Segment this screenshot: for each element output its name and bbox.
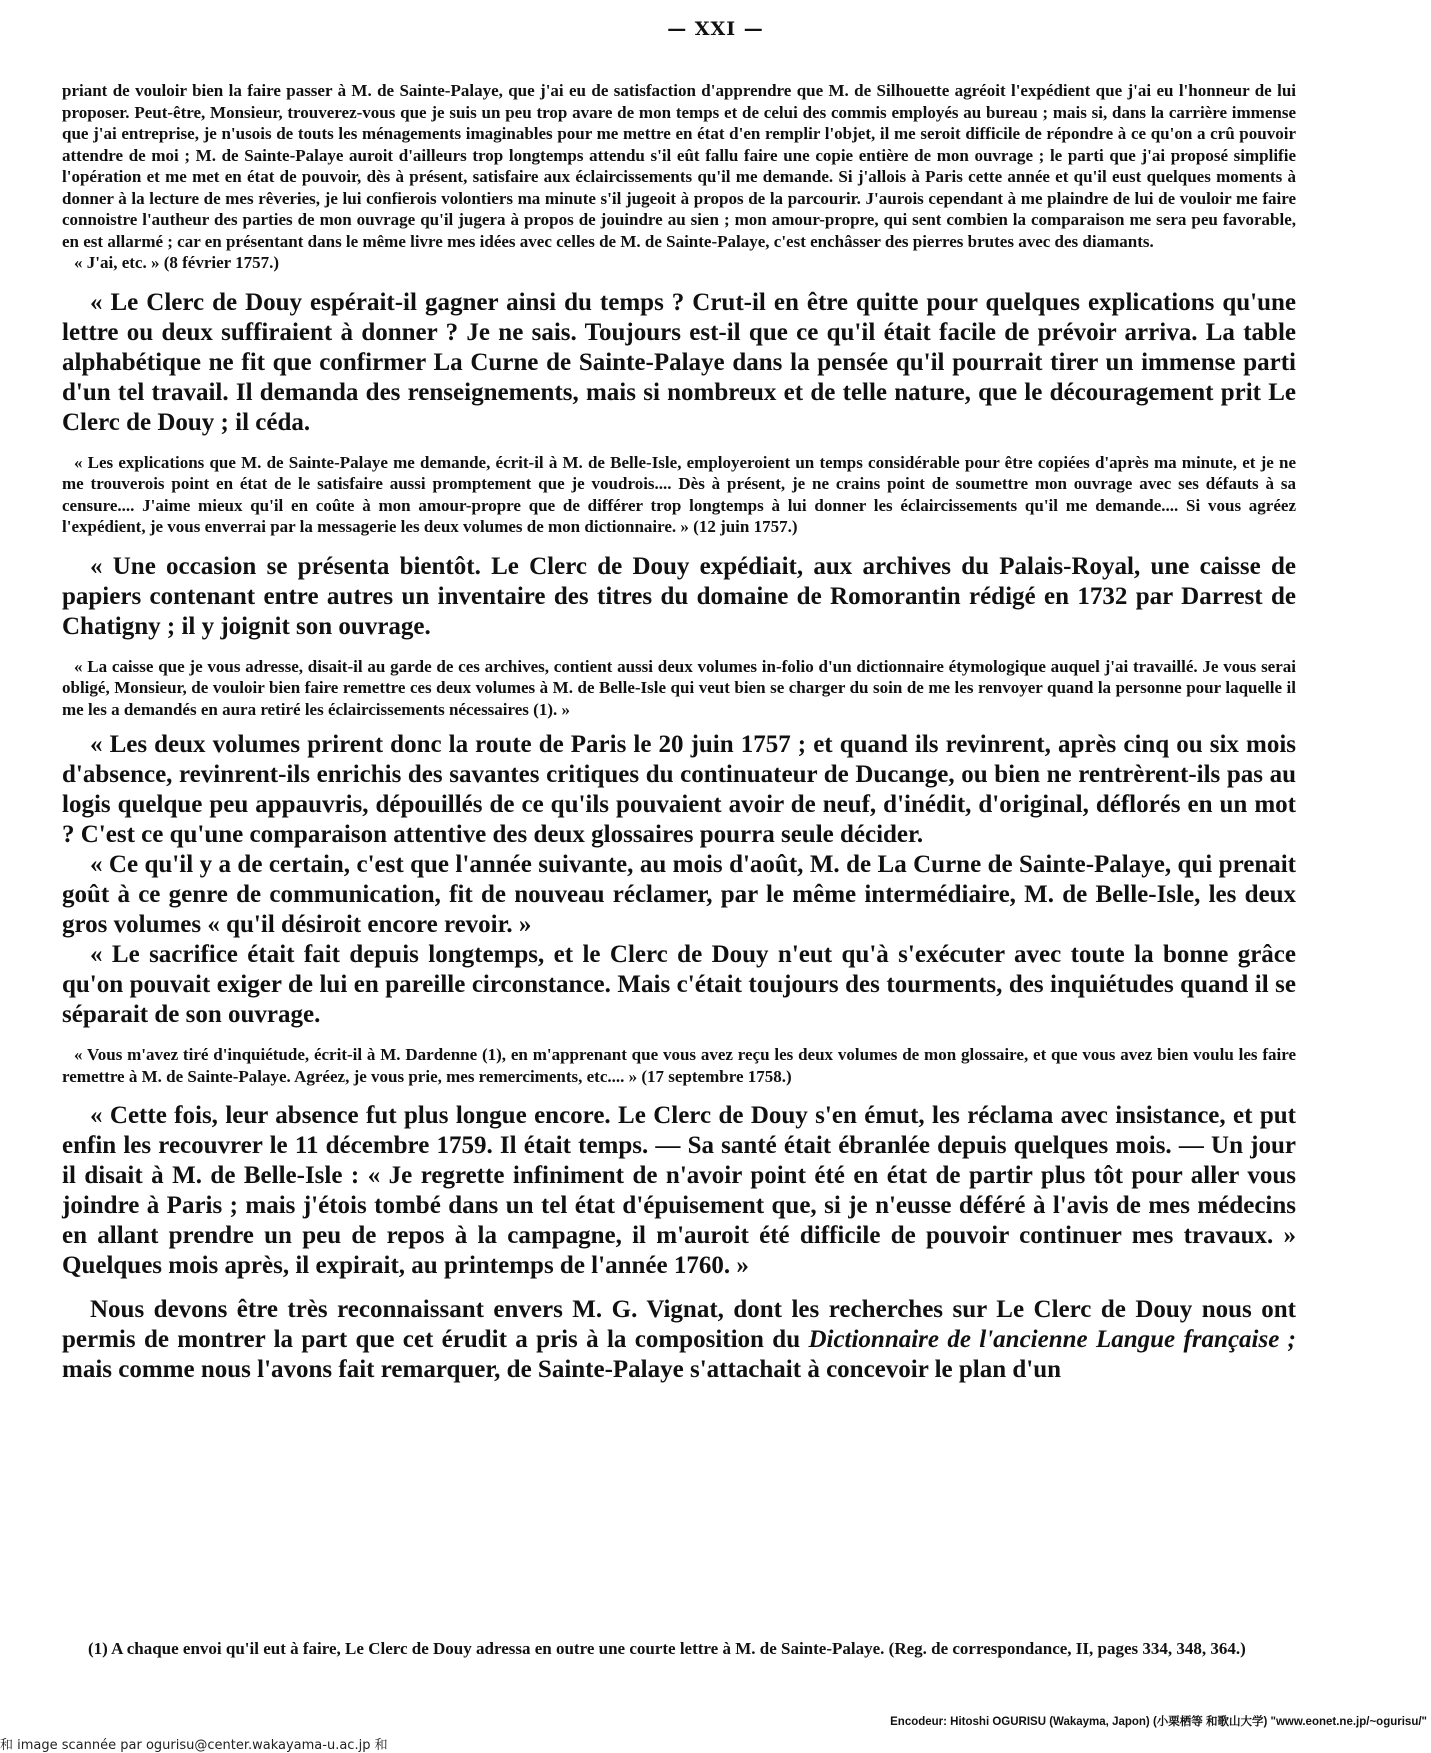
letter-signoff: « J'ai, etc. » (8 février 1757.): [74, 253, 280, 272]
page-number-header: — XXI —: [667, 18, 764, 40]
letter-quote-paragraph: « Vous m'avez tiré d'inquiétude, écrit-il à M. Dardenne (1), en m'apprenant que vous avez reçu les deux volumes de mon glossaire, et que vous avez bien voulu les faire remettre à M. de Sainte-Palaye. Agréez, je vous prie, mes remerciments, etc.... » (17 septembre 1758.): [62, 1045, 1296, 1086]
encoder-credit: Encodeur: Hitoshi OGURISU (Wakayma, Japon) (小栗栖等 和歌山大学) "www.eonet.ne.jp/~ogurisu/": [890, 1716, 1427, 1728]
body-paragraph: « Les deux volumes prirent donc la route de Paris le 20 juin 1757 ; et quand ils revinrent, après cinq ou six mois d'absence, revinrent-ils enrichis des savantes critiques du continuateur de Ducange, ou bien ne rentrèrent-ils pas au logis quelque peu appauvris, dépouillés de ce qu'ils pouvaient avoir de neuf, d'inédit, d'original, déflorés en un mot ? C'est ce qu'une comparaison attentive des deux glossaires pourra seule décider.: [62, 731, 1296, 848]
final-text-after: mais comme nous l'avons fait remarquer, de Sainte-Palaye s'attachait à concevoir le plan d'un: [62, 1356, 1062, 1383]
body-paragraph: « Ce qu'il y a de certain, c'est que l'année suivante, au mois d'août, M. de La Curne de Sainte-Palaye, qui prenait goût à ce genre de communication, fit de nouveau réclamer, par le même intermédiaire, M. de Belle-Isle, les deux gros volumes « qu'il désiroit encore revoir. »: [62, 851, 1296, 938]
letter-quote-paragraph: « La caisse que je vous adresse, disait-il au garde de ces archives, contient aussi deux volumes in-folio d'un dictionnaire étymologique auquel j'ai travaillé. Je vous serai obligé, Monsieur, de vouloir bien faire remettre ces deux volumes à M. de Belle-Isle qui veut bien se charger du soin de me les renvoyer quand la personne pour laquelle il me les a demandés en aura retiré les éclaircissements nécessaires (1). »: [62, 656, 1296, 719]
letter-quote-paragraph: priant de vouloir bien la faire passer à M. de Sainte-Palaye, que j'ai eu de satisfaction d'apprendre que M. de Silhouette agréoit l'expédient que j'ai eu l'honneur de lui proposer. Peut-être, Monsieur, trouverez-vous que je suis un peu trop avare de mon temps et de celui des commis employés au bureau ; mais si, dans la carrière immense que j'ai entreprise, je n'usois de touts les ménagements imaginables pour me mettre en état d'en remplir l'objet, il me seroit difficile de répondre à ce qu'on a crû pouvoir attendre de moi ; M. de Sainte-Palaye auroit d'ailleurs trop longtemps attendu s'il eût fallu faire une copie entière de mon ouvrage ; le parti que j'ai proposé simplifie l'opération et me met en état de pouvoir, dès à présent, satisfaire aux éclaircissements qu'il me demande. Si j'allois à Paris cette année et qu'il eust quelques moments à donner à la lecture de mes rêveries, je lui confierois volontiers ma minute s'il jugeoit à propos de la parcourir. J'aurois cependant à me plaindre de lui de vouloir me faire connoistre l'autheur des parties de mon ouvrage qu'il jugera à propos de jouindre au sien ; mon amour-propre, qui sent combien la comparaison me sera peu favorable, en est allarmé ; car en présentant dans le même livre mes idées avec celles de M. de Sainte-Palaye, c'est enchâsser des pierres brutes avec des diamants.: [62, 81, 1296, 251]
page-body: [62, 80, 1296, 1385]
body-paragraph-final: [62, 1295, 1296, 1385]
dictionary-title: Dictionnaire de l'ancienne Langue française ;: [808, 1326, 1296, 1353]
body-paragraph: « Le sacrifice était fait depuis longtemps, et le Clerc de Douy n'eut qu'à s'exécuter avec toute la bonne grâce qu'on pouvait exiger de lui en pareille circonstance. Mais c'était toujours des tourments, des inquiétudes quand il se séparait de son ouvrage.: [62, 941, 1296, 1028]
body-paragraph: « Le Clerc de Douy espérait-il gagner ainsi du temps ? Crut-il en être quitte pour quelques explications qu'une lettre ou deux suffiraient à donner ? Je ne sais. Toujours est-il que ce qu'il était facile de prévoir arriva. La table alphabétique ne fit que confirmer La Curne de Sainte-Palaye dans la pensée qu'il pourrait tirer un immense parti d'un tel travail. Il demanda des renseignements, mais si nombreux et de telle nature, que le découragement prit Le Clerc de Douy ; il céda.: [62, 288, 1296, 436]
body-paragraph: « Cette fois, leur absence fut plus longue encore. Le Clerc de Douy s'en émut, les réclama avec insistance, et put enfin les recouvrer le 11 décembre 1759. Il était temps. — Sa santé était ébranlée depuis quelques mois. — Un jour il disait à M. de Belle-Isle : « Je regrette infiniment de n'avoir point été en état de partir plus tôt pour aller vous joindre à Paris ; mais j'étois tombé dans un tel état d'épuisement que, si je n'eusse déféré à l'avis de mes médecins en allant prendre un peu de repos à la campagne, il m'auroit été difficile de pouvoir continuer mes travaux. » Quelques mois après, il expirait, au printemps de l'année 1760. »: [62, 1102, 1296, 1279]
final-text-before: Nous devons être très reconnaissant envers M. G. Vignat, dont les recherches sur Le Clerc de Douy nous ont permis de montrer la part que cet érudit a pris à la composition du: [62, 1296, 1296, 1353]
scan-credit: 和 image scannée par ogurisu@center.wakayama-u.ac.jp 和: [0, 1738, 388, 1753]
footnote: (1) A chaque envoi qu'il eut à faire, Le Clerc de Douy adressa en outre une courte lettre à M. de Sainte-Palaye. (Reg. de correspondance, II, pages 334, 348, 364.): [88, 1639, 1246, 1658]
letter-quote-paragraph: « Les explications que M. de Sainte-Palaye me demande, écrit-il à M. de Belle-Isle, employeroient un temps considérable pour être copiées d'après ma minute, et je ne me trouverois point en état de le satisfaire aussi promptement que je voudrois.... Dès à présent, je ne crains point de soumettre mon ouvrage avec ses défauts à sa censure.... J'aime mieux qu'il en coûte à mon amour-propre que de différer trop longtemps à lui donner les éclaircissements qu'il me demande.... Si vous agréez l'expédient, je vous enverrai par la messagerie les deux volumes de mon dictionnaire. » (12 juin 1757.): [62, 452, 1296, 536]
body-paragraph: « Une occasion se présenta bientôt. Le Clerc de Douy expédiait, aux archives du Palais-Royal, une caisse de papiers contenant entre autres un inventaire des titres du domaine de Romorantin rédigé en 1732 par Darrest de Chatigny ; il y joignit son ouvrage.: [62, 552, 1296, 640]
